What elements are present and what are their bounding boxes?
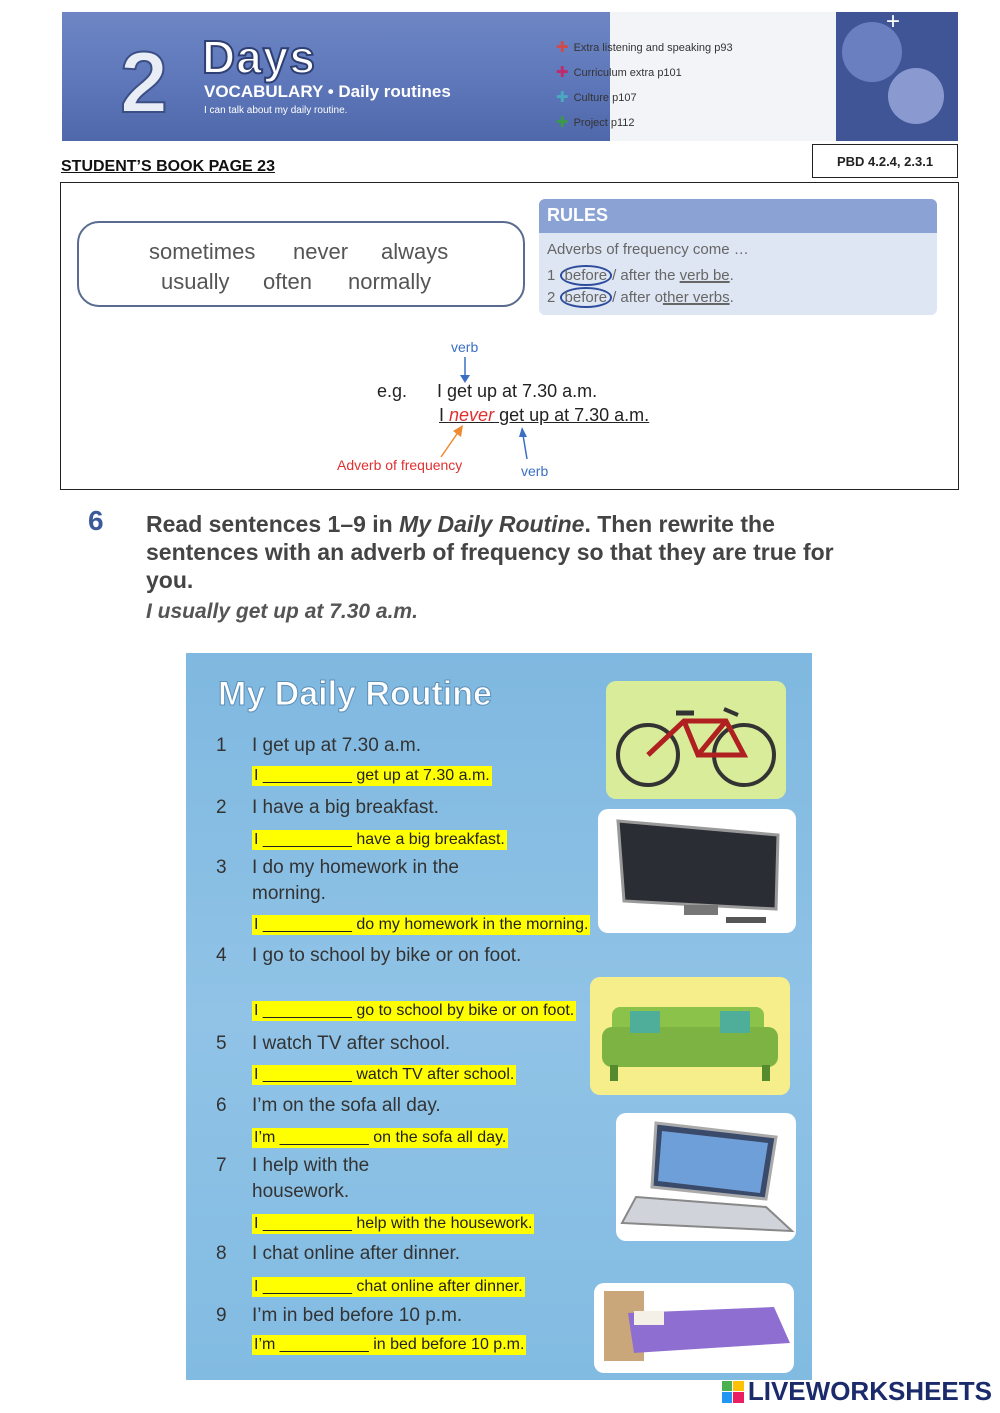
- rules-heading: RULES: [539, 199, 937, 233]
- link-culture[interactable]: ✚ Culture p107: [556, 89, 637, 106]
- unit-subtitle: VOCABULARY • Daily routines: [204, 82, 451, 101]
- word-always: always: [381, 239, 449, 264]
- cross-icon: ✚: [556, 114, 569, 131]
- unit-title: Days: [202, 31, 316, 83]
- pbd-code-box: PBD 4.2.4, 2.3.1: [812, 144, 958, 178]
- example-sentence-2: I never get up at 7.30 a.m.: [439, 405, 650, 425]
- routine-item: 8 I chat online after dinner.: [216, 1243, 461, 1264]
- bicycle-icon: [606, 681, 786, 799]
- circled-before: before: [560, 287, 613, 308]
- word-often: often: [263, 269, 312, 294]
- routine-item: 5 I watch TV after school.: [216, 1033, 451, 1054]
- rules-box: [539, 199, 937, 315]
- routine-item: 4 I go to school by bike or on foot.: [216, 945, 522, 966]
- example-label: e.g.: [377, 381, 408, 401]
- page-reference: STUDENT’S BOOK PAGE 23: [61, 158, 275, 175]
- answer-field[interactable]: I’m __________ in bed before 10 p.m.: [254, 1336, 525, 1353]
- example-sentence-1: I get up at 7.30 a.m.: [437, 381, 598, 401]
- daily-routine-panel: [186, 653, 812, 1380]
- up-arrow-icon: [439, 425, 465, 459]
- word-never: never: [293, 239, 349, 264]
- up-arrow-icon: [519, 427, 533, 461]
- exercise-example: I usually get up at 7.30 a.m.: [146, 600, 418, 623]
- cross-icon: ✚: [556, 39, 569, 56]
- cross-icon: ✚: [556, 89, 569, 106]
- down-arrow-icon: [459, 357, 471, 383]
- exercise-number: 6: [88, 505, 104, 536]
- unit-banner: [62, 12, 958, 141]
- exercise-instruction: Read sentences 1–9 in My Daily Routine. Then rewrite the sentences with an adverb of frequency so that they are true for you.: [146, 511, 834, 593]
- link-project[interactable]: ✚ Project p112: [556, 114, 635, 131]
- rules-frame: [60, 182, 959, 490]
- liveworksheets-logo: [722, 1376, 992, 1407]
- unit-number: 2: [120, 35, 168, 131]
- routine-title: My Daily Routine: [218, 675, 492, 713]
- rules-intro: Adverbs of frequency come …: [547, 241, 749, 258]
- decorative-pattern: +: [836, 12, 958, 141]
- laptop-icon: [616, 1113, 796, 1241]
- adverb-word-box: [77, 221, 525, 307]
- routine-item: 1 I get up at 7.30 a.m.: [216, 735, 421, 756]
- word-usually: usually: [161, 269, 230, 294]
- answer-field[interactable]: I __________ get up at 7.30 a.m.: [254, 767, 490, 784]
- word-normally: normally: [348, 269, 432, 294]
- cross-icon: ✚: [556, 64, 569, 81]
- can-do-statement: I can talk about my daily routine.: [204, 105, 348, 116]
- rule-line-2: 2 before / after other verbs.: [547, 289, 734, 306]
- verb-label-top: verb: [451, 339, 479, 355]
- adverb-of-frequency-label: Adverb of frequency: [337, 457, 463, 473]
- answer-field[interactable]: I __________ do my homework in the morning.: [254, 916, 589, 933]
- circled-before: before: [560, 265, 613, 286]
- answer-field[interactable]: I __________ have a big breakfast.: [254, 831, 505, 848]
- routine-item: 2 I have a big breakfast.: [216, 797, 439, 818]
- logo-icon: [722, 1381, 744, 1403]
- sofa-icon: [590, 977, 790, 1095]
- answer-field[interactable]: I’m __________ on the sofa all day.: [254, 1129, 507, 1146]
- verb-label-bottom: verb: [521, 463, 549, 479]
- tv-icon: [598, 809, 796, 933]
- word-sometimes: sometimes: [149, 239, 256, 264]
- routine-item: 7 I help with the housework.: [216, 1155, 370, 1202]
- answer-field[interactable]: I __________ go to school by bike or on foot.: [254, 1002, 575, 1019]
- adverb-never: never: [449, 405, 495, 425]
- answer-field[interactable]: I __________ watch TV after school.: [254, 1066, 515, 1083]
- routine-item: 9 I’m in bed before 10 p.m.: [216, 1305, 463, 1326]
- link-extra-listening[interactable]: ✚ Extra listening and speaking p93: [556, 39, 733, 56]
- bed-icon: [594, 1283, 794, 1373]
- routine-item: 6 I’m on the sofa all day.: [216, 1095, 441, 1116]
- rule-line-1: 1 before / after the verb be.: [547, 267, 734, 284]
- routine-item: 3 I do my homework in the morning.: [216, 857, 459, 904]
- answer-field[interactable]: I __________ chat online after dinner.: [254, 1278, 523, 1295]
- answer-field[interactable]: I __________ help with the housework.: [254, 1215, 533, 1232]
- brand-name: LIVEWORKSHEETS: [747, 1376, 992, 1406]
- link-curriculum-extra[interactable]: ✚ Curriculum extra p101: [556, 64, 682, 81]
